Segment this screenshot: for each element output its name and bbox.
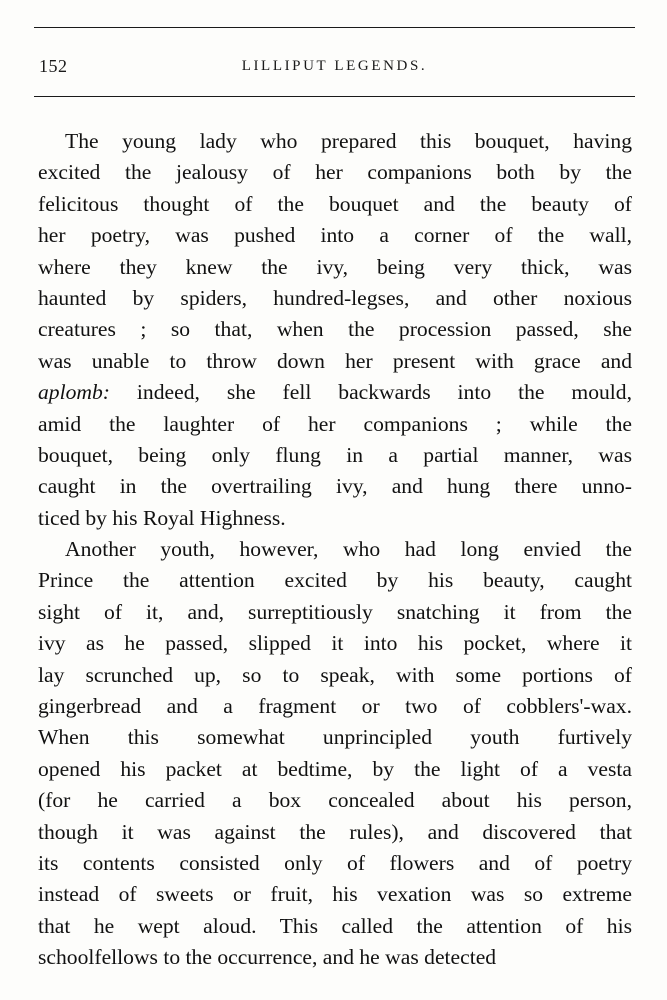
text-line: excited the jealousy of her companions both by the bbox=[38, 160, 632, 185]
header-rule-bottom bbox=[34, 96, 635, 97]
text-line: ivy as he passed, slipped it into his pocket, where it bbox=[38, 631, 632, 656]
text-line: haunted by spiders, hundred-legses, and other noxious bbox=[38, 285, 632, 310]
header-rule-top bbox=[34, 27, 635, 28]
text-line: its contents consisted only of flowers and of poetry bbox=[38, 850, 632, 875]
page-number: 152 bbox=[39, 56, 68, 76]
text-line: sight of it, and, surreptitiously snatching it from the bbox=[38, 599, 632, 624]
text-line: creatures ; so that, when the procession passed, she bbox=[38, 317, 632, 342]
text-line: that he wept aloud. This called the attention of his bbox=[38, 913, 632, 938]
text-line: her poetry, was pushed into a corner of the wall, bbox=[38, 223, 632, 248]
text-line: felicitous thought of the bouquet and the beauty of bbox=[38, 191, 632, 216]
text-line: amid the laughter of her companions ; while the bbox=[38, 411, 632, 436]
text-line: Another youth, however, who had long envied the bbox=[65, 537, 632, 562]
text-line: ticed by his Royal Highness. bbox=[38, 505, 286, 530]
page-header bbox=[34, 56, 635, 82]
text-line: instead of sweets or fruit, his vexation was so extreme bbox=[38, 882, 632, 907]
text-line: though it was against the rules), and discovered that bbox=[38, 819, 632, 844]
text-line: (for he carried a box concealed about his person, bbox=[38, 788, 632, 813]
running-title: LILLIPUT LEGENDS. bbox=[241, 58, 428, 74]
text-line: was unable to throw down her present with grace and bbox=[38, 348, 632, 373]
text-line: lay scrunched up, so to speak, with some portions of bbox=[38, 662, 632, 687]
line-rest: indeed, she fell backwards into the mould, bbox=[109, 380, 632, 405]
text-line: bouquet, being only flung in a partial manner, was bbox=[38, 442, 632, 467]
text-line: The young lady who prepared this bouquet, having bbox=[65, 129, 632, 153]
paragraph bbox=[38, 534, 632, 973]
text-line: schoolfellows to the occurrence, and he was detected bbox=[38, 945, 497, 970]
body-text bbox=[38, 126, 632, 974]
text-line: When this somewhat unprincipled youth furtively bbox=[38, 725, 632, 750]
text-line: where they knew the ivy, being very thick, was bbox=[38, 254, 632, 279]
text-line bbox=[38, 377, 632, 408]
text-line: opened his packet at bedtime, by the light of a vesta bbox=[38, 756, 632, 781]
italic-word: aplomb: bbox=[38, 380, 110, 405]
text-line: Prince the attention excited by his beauty, caught bbox=[38, 568, 632, 593]
text-line: caught in the overtrailing ivy, and hung there unno- bbox=[38, 474, 632, 499]
text-line: gingerbread and a fragment or two of cobblers'-wax. bbox=[38, 694, 632, 719]
paragraph bbox=[38, 126, 632, 534]
